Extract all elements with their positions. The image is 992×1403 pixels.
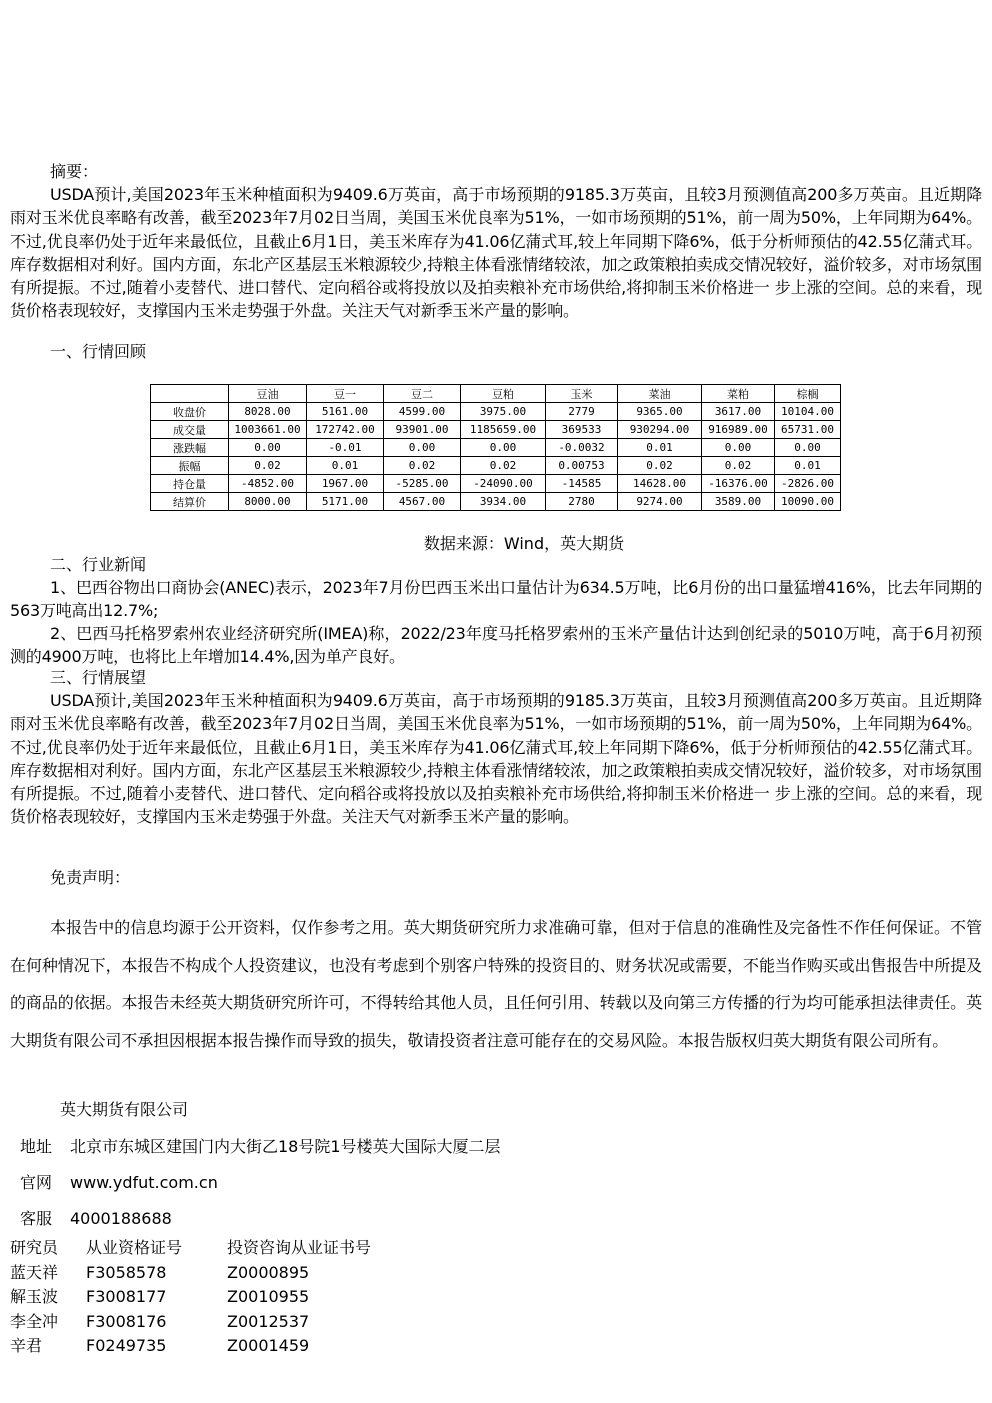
table-row-label: 结算价 bbox=[151, 493, 229, 511]
table-cell: 65731.00 bbox=[775, 421, 841, 439]
researcher-header-license: 从业资格证号 bbox=[86, 1238, 183, 1257]
table-cell: 0.00 bbox=[461, 439, 546, 457]
data-source-note: 数据来源：Wind，英大期货 bbox=[423, 534, 625, 553]
table-cell: 9365.00 bbox=[618, 403, 702, 421]
website-row bbox=[20, 1170, 218, 1193]
table-header-cell: 豆一 bbox=[307, 385, 384, 403]
table-cell: -0.0032 bbox=[546, 439, 618, 457]
address-value: 北京市东城区建国门内大街乙18号院1号楼英大国际大厦二层 bbox=[70, 1137, 501, 1156]
researcher-license: F3058578 bbox=[86, 1262, 167, 1282]
service-row bbox=[20, 1206, 172, 1229]
table-cell: 4567.00 bbox=[384, 493, 461, 511]
table-cell: 3975.00 bbox=[461, 403, 546, 421]
table-row-label: 涨跌幅 bbox=[151, 439, 229, 457]
table-cell: 369533 bbox=[546, 421, 618, 439]
researcher-header-row bbox=[10, 1236, 427, 1261]
table-header-cell: 豆二 bbox=[384, 385, 461, 403]
website-label: 官网 bbox=[20, 1173, 53, 1192]
outlook-paragraph: USDA预计,美国2023年玉米种植面积为9409.6万英亩，高于市场预期的9185.3万英亩，且较3月预测值高200多万英亩。且近期降雨对玉米优良率略有改善，截至2023年7月02日当周，美国玉米优良率为51%，一如市场预期的51%，前一周为50%，上年同期为64%。不过,优良率仍处于近年来最低位，且截止6月1日，美玉米库存为41.06亿蒲式耳,较上年同期下降6%，低于分析师预估的42.55亿蒲式耳。库存数据相对利好。国内方面，东北产区基层玉米粮源较少,持粮主体看涨情绪较浓，加之政策粮拍卖成交情况较好，溢价较多，对市场氛围有所提振。不过,随着小麦替代、进口替代、定向稻谷或将投放以及拍卖粮补充市场供给,将抑制玉米价格进一 步上涨的空间。总的来看，现货价格表现较好，支撑国内玉米走势强于外盘。关注天气对新季玉米产量的影响。 bbox=[10, 691, 982, 827]
table-cell: 0.02 bbox=[702, 457, 775, 475]
table-cell: -14585 bbox=[546, 475, 618, 493]
table-row-label: 持仓量 bbox=[151, 475, 229, 493]
table-cell: 2780 bbox=[546, 493, 618, 511]
section-market-review-heading: 一、行情回顾 bbox=[50, 342, 147, 361]
company-name: 英大期货有限公司 bbox=[60, 1100, 189, 1119]
table-cell: 0.02 bbox=[229, 457, 307, 475]
table-cell: 172742.00 bbox=[307, 421, 384, 439]
table-cell: 14628.00 bbox=[618, 475, 702, 493]
table-header-cell: 菜粕 bbox=[702, 385, 775, 403]
table-cell: 2779 bbox=[546, 403, 618, 421]
table-cell: 10104.00 bbox=[775, 403, 841, 421]
researcher-row bbox=[10, 1334, 427, 1359]
table-cell: 0.02 bbox=[618, 457, 702, 475]
table-row-label: 成交量 bbox=[151, 421, 229, 439]
researcher-header-name: 研究员 bbox=[10, 1238, 59, 1257]
table-cell: 0.01 bbox=[775, 457, 841, 475]
table-cell: 0.01 bbox=[618, 439, 702, 457]
address-label: 地址 bbox=[20, 1137, 53, 1156]
section-industry-news-heading: 二、行业新闻 bbox=[50, 555, 147, 574]
table-row bbox=[151, 457, 841, 475]
researcher-advisory: Z0001459 bbox=[227, 1336, 310, 1355]
table-header-cell: 豆油 bbox=[229, 385, 307, 403]
table-cell: 0.02 bbox=[384, 457, 461, 475]
table-row bbox=[151, 493, 841, 511]
table-cell: 3589.00 bbox=[702, 493, 775, 511]
section-outlook-heading: 三、行情展望 bbox=[50, 668, 147, 687]
researcher-license: F3008176 bbox=[86, 1311, 167, 1331]
table-cell: -0.01 bbox=[307, 439, 384, 457]
table-cell: 5171.00 bbox=[307, 493, 384, 511]
table-cell: 0.00 bbox=[384, 439, 461, 457]
table-header-cell: 菜油 bbox=[618, 385, 702, 403]
website-link[interactable]: www.ydfut.com.cn bbox=[70, 1173, 218, 1192]
table-cell: -4852.00 bbox=[229, 475, 307, 493]
table-cell: 0.02 bbox=[461, 457, 546, 475]
researcher-name: 解玉波 bbox=[10, 1287, 59, 1306]
table-cell: -2826.00 bbox=[775, 475, 841, 493]
table-header-cell: 棕榈 bbox=[775, 385, 841, 403]
disclaimer-heading: 免责声明： bbox=[50, 868, 131, 887]
news-item-2: 2、巴西马托格罗索州农业经济研究所(IMEA)称，2022/23年度马托格罗索州的玉米产量估计达到创纪录的5010万吨，高于6月初预测的4900万吨，也将比上年增加14.4%,因为单产良好。 bbox=[10, 624, 982, 667]
researcher-license: F0249735 bbox=[86, 1336, 167, 1355]
table-cell: 0.00 bbox=[702, 439, 775, 457]
summary-paragraph: USDA预计,美国2023年玉米种植面积为9409.6万英亩，高于市场预期的9185.3万英亩，且较3月预测值高200多万英亩。且近期降雨对玉米优良率略有改善，截至2023年7月02日当周，美国玉米优良率为51%，一如市场预期的51%，前一周为50%，上年同期为64%。不过,优良率仍处于近年来最低位，且截止6月1日，美玉米库存为41.06亿蒲式耳,较上年同期下降6%，低于分析师预估的42.55亿蒲式耳。库存数据相对利好。国内方面，东北产区基层玉米粮源较少,持粮主体看涨情绪较浓，加之政策粮拍卖成交情况较好，溢价较多，对市场氛围有所提振。不过,随着小麦替代、进口替代、定向稻谷或将投放以及拍卖粮补充市场供给,将抑制玉米价格进一 步上涨的空间。总的来看，现货价格表现较好，支撑国内玉米走势强于外盘。关注天气对新季玉米产量的影响。 bbox=[10, 185, 982, 321]
table-cell: 8028.00 bbox=[229, 403, 307, 421]
table-header-row bbox=[151, 385, 841, 403]
summary-heading: 摘要： bbox=[50, 162, 99, 181]
researcher-row bbox=[10, 1310, 427, 1335]
researcher-name: 蓝天祥 bbox=[10, 1262, 59, 1282]
table-cell: 0.00753 bbox=[546, 457, 618, 475]
table-cell: 8000.00 bbox=[229, 493, 307, 511]
table-cell: 930294.00 bbox=[618, 421, 702, 439]
researcher-row bbox=[10, 1261, 427, 1286]
researcher-advisory: Z0000895 bbox=[227, 1262, 310, 1282]
table-row bbox=[151, 403, 841, 421]
table-header-cell: 玉米 bbox=[546, 385, 618, 403]
table-cell: 0.01 bbox=[307, 457, 384, 475]
table-cell: 1185659.00 bbox=[461, 421, 546, 439]
researcher-row bbox=[10, 1285, 427, 1310]
table-cell: -24090.00 bbox=[461, 475, 546, 493]
table-cell: 916989.00 bbox=[702, 421, 775, 439]
table-cell: 3617.00 bbox=[702, 403, 775, 421]
researcher-advisory: Z0012537 bbox=[227, 1311, 310, 1331]
table-cell: 0.00 bbox=[775, 439, 841, 457]
table-cell: 5161.00 bbox=[307, 403, 384, 421]
table-cell: 9274.00 bbox=[618, 493, 702, 511]
table-header-cell bbox=[151, 385, 229, 403]
table-cell: 1967.00 bbox=[307, 475, 384, 493]
researcher-license: F3008177 bbox=[86, 1287, 167, 1306]
market-table bbox=[150, 384, 841, 511]
address-row bbox=[20, 1134, 501, 1157]
researcher-list bbox=[10, 1236, 427, 1359]
researcher-advisory: Z0010955 bbox=[227, 1287, 310, 1306]
table-row bbox=[151, 439, 841, 457]
news-item-1: 1、巴西谷物出口商协会(ANEC)表示，2023年7月份巴西玉米出口量估计为634.5万吨，比6月份的出口量猛增416%，比去年同期的563万吨高出12.7%; bbox=[10, 578, 982, 621]
service-label: 客服 bbox=[20, 1209, 53, 1228]
table-cell: 10090.00 bbox=[775, 493, 841, 511]
table-row-label: 收盘价 bbox=[151, 403, 229, 421]
table-cell: 93901.00 bbox=[384, 421, 461, 439]
researcher-header-advisory: 投资咨询从业证书号 bbox=[227, 1238, 372, 1257]
researcher-name: 李全冲 bbox=[10, 1311, 59, 1331]
researcher-name: 辛君 bbox=[10, 1336, 43, 1355]
table-row bbox=[151, 421, 841, 439]
table-cell: 3934.00 bbox=[461, 493, 546, 511]
table-cell: -5285.00 bbox=[384, 475, 461, 493]
table-row bbox=[151, 475, 841, 493]
table-cell: -16376.00 bbox=[702, 475, 775, 493]
table-cell: 1003661.00 bbox=[229, 421, 307, 439]
table-header-cell: 豆粕 bbox=[461, 385, 546, 403]
disclaimer-paragraph: 本报告中的信息均源于公开资料，仅作参考之用。英大期货研究所力求准确可靠，但对于信息的准确性及完备性不作任何保证。不管在何种情况下，本报告不构成个人投资建议，也没有考虑到个别客户特殊的投资目的、财务状况或需要，不能当作购买或出售报告中所提及的商品的依据。本报告未经英大期货研究所许可，不得转给其他人员，且任何引用、转载以及向第三方传播的行为均可能承担法律责任。英大期货有限公司不承担因根据本报告操作而导致的损失，敬请投资者注意可能存在的交易风险。本报告版权归英大期货有限公司所有。 bbox=[10, 918, 982, 1050]
table-row-label: 振幅 bbox=[151, 457, 229, 475]
table-cell: 0.00 bbox=[229, 439, 307, 457]
table-cell: 4599.00 bbox=[384, 403, 461, 421]
service-phone: 4000188688 bbox=[70, 1209, 172, 1228]
